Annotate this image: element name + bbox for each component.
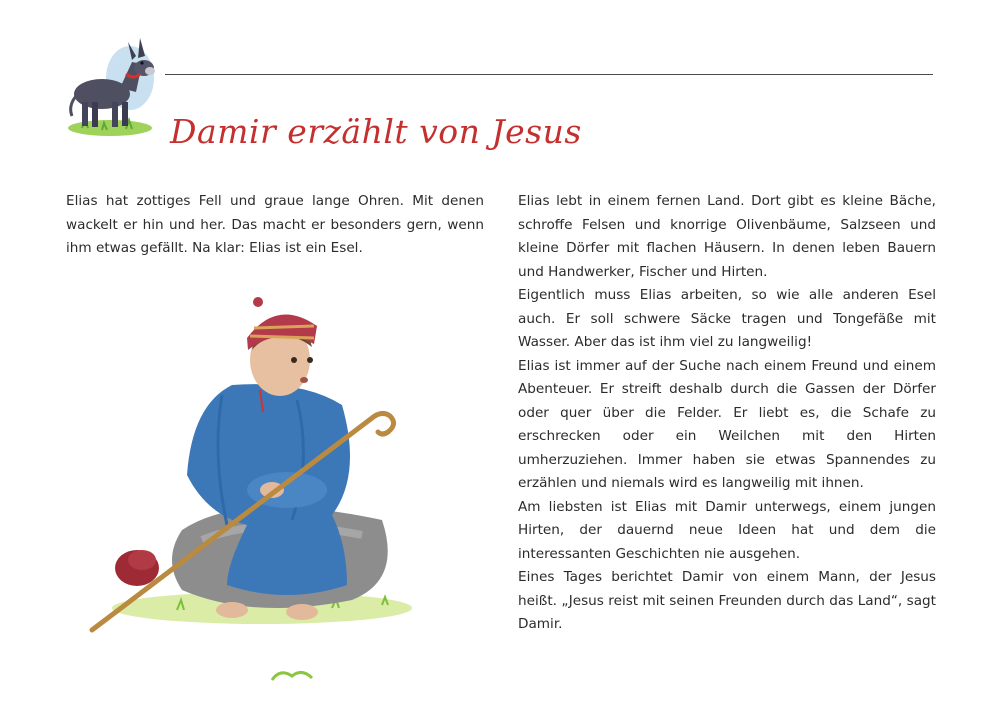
paragraph: Eigentlich muss Elias arbeiten, so wie alle anderen Esel auch. Er soll schwere Säcke tragen und Tongefäße mit Wasser. Aber das ist ihm viel zu langweilig! — [518, 287, 936, 350]
paragraph: Am liebsten ist Elias mit Damir unterwegs, einem jungen Hirten, der dauernd neue Ideen hat und dem die interessanten Geschichten nie ausgehen. — [518, 498, 936, 562]
paragraph: Eines Tages berichtet Damir von einem Mann, der Jesus heißt. „Jesus reist mit seinen Freunden durch das Land“, sagt Damir. — [518, 569, 936, 632]
page-title: Damir erzählt von Jesus — [170, 112, 582, 151]
paragraph: Elias ist immer auf der Suche nach einem Freund und einem Abenteuer. Er streift deshalb durch die Gassen der Dörfer oder quer über die Felder. Er liebt es, die Schafe zu erschrecken oder ein Weilchen mit den Hirten umherzuziehen. Immer haben sie etwas Spannendes zu erzählen und niemals wird es langweilig mit ihnen. — [518, 357, 936, 491]
left-text-column — [66, 190, 484, 261]
paragraph: Elias hat zottiges Fell und graue lange Ohren. Mit denen wackelt er hin und her. Das macht er besonders gern, wenn ihm etwas gefällt. Na klar: Elias ist ein Esel. — [66, 193, 484, 256]
shepherd-boy-illustration — [82, 290, 442, 690]
header-rule — [165, 74, 933, 75]
right-text-column — [518, 190, 936, 637]
paragraph: Elias lebt in einem fernen Land. Dort gibt es kleine Bäche, schroffe Felsen und knorrige Olivenbäume, Salzseen und kleine Dörfer mit flachen Häusern. In denen leben Bauern und Handwerker, Fischer und Hirten. — [518, 193, 936, 280]
donkey-illustration — [62, 36, 162, 142]
